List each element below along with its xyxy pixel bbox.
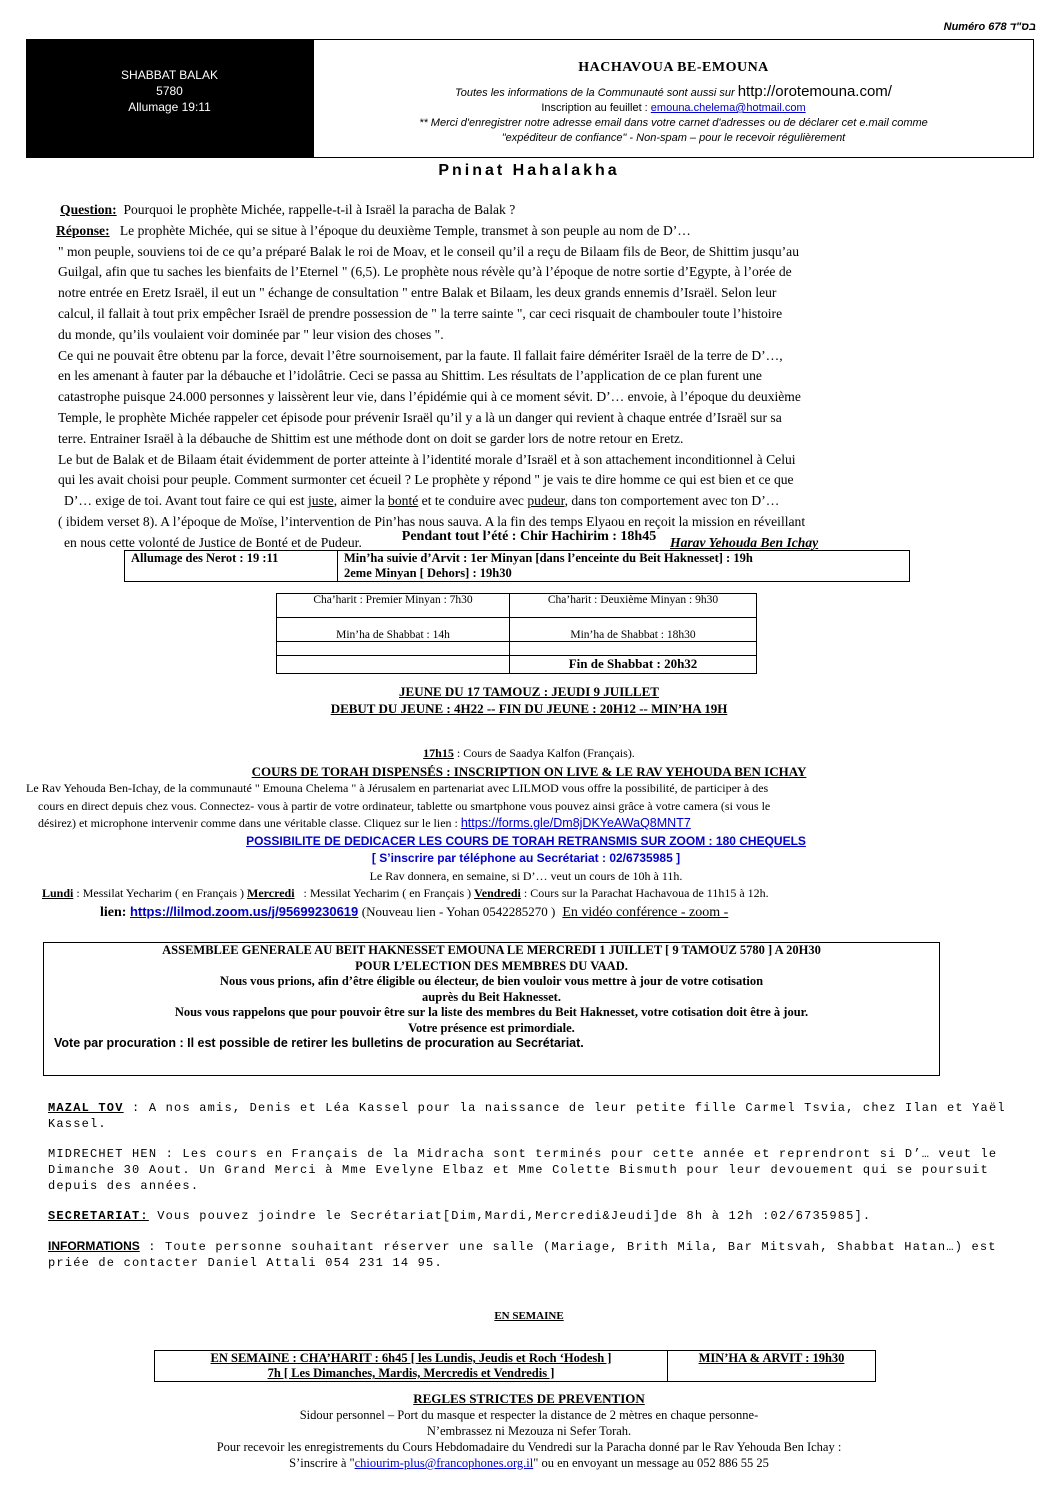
chaharit-cell — [155, 1351, 668, 1382]
email-link[interactable]: emouna.chelema@hotmail.com — [650, 102, 806, 114]
answer-text: calcul, il fallait à tout prix empêcher Israël de prendre possession de " la terre sainte ", car ceci risquait de chambouler toute l’histoire — [58, 305, 783, 321]
courses-title: COURS DE TORAH DISPENSÉS : INSCRIPTION ON LIVE & LE RAV YEHOUDA BEN ICHAY — [251, 764, 807, 779]
fast-times: DEBUT DU JEUNE : 4H22 -- FIN DU JEUNE : 20H12 -- MIN’HA 19H — [330, 701, 728, 716]
shabbat-name: SHABBAT BALAK — [121, 68, 218, 82]
dedicate-link[interactable]: POSSIBILITE DE DEDICACER LES COURS DE TORAH RETRANSMIS SUR ZOOM : 180 CHEQUELS — [246, 833, 806, 848]
emphasis-pudeur: pudeur — [527, 493, 565, 509]
courses-text — [38, 815, 1026, 833]
answer-text: Temple, le prophète Michée rappeler cet épisode pour prévenir Israël qu’il y a là un danger qui revient à chaque entrée d’Israël sur sa — [58, 409, 782, 425]
zoom-link[interactable]: https://lilmod.zoom.us/j/95699230619 — [129, 903, 359, 919]
answer-text: catastrophe puisque 24.000 personnes y laissèrent leur vie, dans l’épidémie qui à ce moment sévit. D’… envoie, à l’époque du deuxième — [58, 389, 801, 405]
signature: Harav Yehouda Ben Ichay — [670, 534, 819, 550]
phone-signup: [ S’inscrire par téléphone au Secrétariat : 02/6735985 ] — [371, 851, 681, 865]
info-text: : Toute personne souhaitant réserver une salle (Mariage, Brith Mila, Bar Mitsvah, Shabbat Hatan…) est priée de contacter Daniel Attali 054 231 14 95. — [48, 1240, 997, 1270]
summer-notice: Pendant tout l’été : Chir Hachirim : 18h45 — [401, 529, 657, 544]
signup-text: S’inscrire à " — [289, 1456, 355, 1470]
course-desc: : Cours de Saadya Kalfon (Français). — [456, 746, 635, 760]
chaharit-line-2: 7h [ Les Dimanches, Mardis, Mercredis et Vendredis ] — [267, 1366, 555, 1380]
weekday-heading: EN SEMAINE — [494, 1310, 564, 1322]
recordings-signup — [0, 1456, 1058, 1471]
assembly-box — [43, 942, 940, 1076]
link-label: lien: — [100, 904, 127, 920]
mazal-text: : A nos amis, Denis et Léa Kassel pour la naissance de leur petite fille Carmel Tsvia, chez Ilan et Yaël Kassel. — [48, 1101, 1006, 1131]
form-link[interactable]: https://forms.gle/Dm8jDKYeAWaQ8MNT7 — [460, 816, 691, 830]
zoom-line — [100, 903, 1026, 922]
header-box — [313, 39, 1034, 158]
course-desc: : Messilat Yecharim ( en Français ) — [303, 886, 472, 900]
zoom-note: (Nouveau lien - Yohan 0542285270 ) — [361, 903, 556, 919]
answer-line — [56, 221, 1010, 242]
shabbat-schedule-table — [276, 593, 757, 674]
course-desc: : Cours sur la Parachat Hachavoua de 11h15 à 12h. — [523, 886, 769, 900]
answer-text: en nous cette volonté de Justice de Bonté et de Pudeur. — [64, 534, 362, 550]
shabbat-cell: Min’ha de Shabbat : 14h — [277, 618, 510, 642]
courses-text: cours en direct depuis chez vous. Connectez- vous à partir de votre ordinateur, tablette ou smartphone vous pouvez ainsi grâce à votre camera (si vous le — [38, 798, 771, 813]
assembly-line: POUR L’ELECTION DES MEMBRES DU VAAD. — [355, 958, 628, 973]
weekly-courses — [42, 885, 1026, 903]
proxy-vote-line: Vote par procuration : Il est possible de retirer les bulletins de procuration au Secrétariat. — [54, 1036, 584, 1050]
courses-body — [26, 780, 1026, 921]
minha-line-2: 2eme Minyan [ Dehors] : 19h30 — [344, 566, 512, 580]
mazal-tov — [48, 1100, 1008, 1132]
answer-text: Le but de Balak et de Bilaam était évidemment de porter atteinte à l’identité morale d’Israël et à son attachement inconditionnel à Celui — [58, 451, 796, 467]
site-intro: Toutes les informations de la Communauté sont aussi sur — [455, 87, 735, 99]
answer-fragment: D’… exige de toi. Avant tout faire ce qui est — [64, 493, 305, 509]
recordings-line: Pour recevoir les enregistrements du Cours Hebdomadaire du Vendredi sur la Paracha donné par le Rav Yehouda Ben Ichay : — [216, 1440, 842, 1454]
answer-text — [64, 491, 1010, 512]
info-label: INFORMATIONS — [48, 1239, 140, 1253]
saadya-line — [0, 746, 1058, 761]
emphasis-juste: juste — [308, 493, 334, 509]
answer-text: ( ibidem verset 8). A l’époque de Moïse, l’intervention de Pin’has nous sauva. A la fin des temps Elyaou en reçoit la mission en réveillant — [58, 513, 806, 529]
answer-text: terre. Entrainer Israël à la débauche de Shittim est une méthode dont on doit se garder lors de notre retour en Eretz. — [58, 430, 684, 446]
minha-cell — [338, 551, 910, 582]
shabbat-cell — [277, 642, 510, 656]
answer-fragment: et te conduire avec — [421, 493, 524, 509]
note-line-2: "expéditeur de confiance" - Non-spam – pour le recevoir régulièrement — [501, 132, 846, 144]
shabbat-cell — [277, 656, 510, 674]
note-line-1: ** Merci d'enregistrer notre adresse email dans votre carnet d'adresses ou de déclarer cet e.mail comme — [419, 117, 928, 129]
minha-arvit-cell: MIN’HA & ARVIT : 19h30 — [668, 1351, 876, 1382]
shabbat-cell: Cha’harit : Deuxième Minyan : 9h30 — [510, 594, 757, 618]
mazal-label: MAZAL TOV — [48, 1101, 124, 1115]
candle-lighting: Allumage 19:11 — [128, 100, 211, 114]
minha-line-1: Min’ha suivie d’Arvit : 1er Minyan [dans l’enceinte du Beit Haknesset] : 19h — [344, 551, 753, 565]
answer-text: Guilgal, afin que tu saches les bienfaits de l’Eternel " (6,5). Le prophète nous révèle qu’à l’époque de notre sortie d’Egypte, à l’orée de — [58, 264, 792, 280]
answer-text: en les amenant à fauter par la débauche et l’idolâtrie. Ceci se passa au Shittim. Les résultats de l’application de ce plan furent une — [58, 368, 762, 384]
chiourim-email-link[interactable]: chiourim-plus@francophones.org.il — [354, 1456, 534, 1470]
prevention-line: Sidour personnel – Port du masque et respecter la distance de 2 mètres en chaque personne- — [299, 1408, 759, 1422]
signup-text: " ou en envoyant un message au 052 886 55 25 — [533, 1456, 769, 1470]
assembly-line: ASSEMBLEE GENERALE AU BEIT HAKNESSET EMOUNA LE MERCREDI 1 JUILLET [ 9 TAMOUZ 5780 ] A 20H30 — [162, 943, 821, 957]
shabbat-box — [26, 39, 313, 158]
allumage-cell: Allumage des Nerot : 19 :11 — [125, 551, 338, 582]
issue-number: Numéro 678 בס"ד — [943, 21, 1036, 33]
video-label: En vidéo conférence - zoom - — [562, 904, 729, 920]
answer-fragment: , dans ton comportement avec ton D’… — [564, 493, 780, 509]
chaharit-line-1: EN SEMAINE : CHA’HARIT : 6h45 [ les Lundis, Jeudis et Roch ‘Hodesh ] — [210, 1351, 612, 1365]
answer-text: notre entrée en Eretz Israël, il eut un " échange de consultation " entre Balak et Bilaam, les deux grands ennemis d’Israël. Selon leur — [58, 285, 777, 301]
question-text: Pourquoi le prophète Michée, rappelle-t-il à Israël la paracha de Balak ? — [123, 202, 516, 217]
newsletter-title: HACHAVOUA BE-EMOUNA — [578, 60, 769, 75]
notices — [48, 1100, 1008, 1285]
prevention-line: N’embrassez ni Mezouza ni Sefer Torah. — [426, 1424, 632, 1438]
question-label: Question: — [60, 202, 117, 217]
inscription-line — [314, 101, 1033, 116]
year: 5780 — [156, 84, 183, 98]
end-of-shabbat: Fin de Shabbat : 20h32 — [510, 656, 757, 674]
shabbat-cell — [510, 642, 757, 656]
assembly-line: Votre présence est primordiale. — [408, 1020, 575, 1035]
day-wednesday: Mercredi — [247, 886, 295, 900]
day-friday: Vendredi — [474, 886, 521, 900]
shabbat-cell: Min’ha de Shabbat : 18h30 — [510, 618, 757, 642]
answer-text: du monde, qu’ils voulaient voir dominée par " leur vision des choses ". — [58, 326, 444, 342]
secretariat-label: SECRETARIAT: — [48, 1209, 149, 1223]
answer-text: Ce qui ne pouvait être obtenu par la force, devait l’être sournoisement, par la faute. Il fallait faire démériter Israël de la terre de D’…, — [58, 347, 783, 363]
course-time: 17h15 — [423, 746, 454, 760]
weekday-table — [154, 1350, 876, 1382]
secretariat-text: Vous pouvez joindre le Secrétariat[Dim,Mardi,Mercredi&Jeudi]de 8h à 12h :02/6735985]. — [157, 1209, 872, 1223]
answer-text: " mon peuple, souviens toi de ce qu’a préparé Balak le roi de Moav, et le conseil qu’il a reçu de Bilaam fils de Beor, de Shittim jusqu’au — [58, 243, 799, 259]
answer-fragment: , aimer la — [333, 493, 385, 509]
courses-text: Le Rav Yehouda Ben-Ichay, de la communauté " Emouna Chelema " à Jérusalem en partenariat avec LILMOD vous offre la possibilité, de participer à des — [26, 781, 769, 795]
answer-text: Le prophète Michée, qui se situe à l’époque du deuxième Temple, transmet à son peuple au nom de D’… — [119, 222, 691, 238]
answer-label: Réponse: — [56, 222, 110, 238]
midrechet-hen: MIDRECHET HEN : Les cours en Français de la Midracha sont terminés pour cette année et reprendront si D’… veut le Dimanche 30 Aout. Un Grand Merci à Mme Evelyne Elbaz et Mme Colette Bismuth pour leur devouement qui se poursuit depuis des années. — [48, 1147, 998, 1193]
fast-title: JEUNE DU 17 TAMOUZ : JEUDI 9 JUILLET — [399, 684, 659, 699]
prevention-title: REGLES STRICTES DE PREVENTION — [413, 1391, 645, 1406]
course-desc: : Messilat Yecharim ( en Français ) — [76, 886, 244, 900]
assembly-line: Nous vous prions, afin d’être éligible ou électeur, de bien vouloir vous mettre à jour de votre cotisation — [219, 974, 764, 988]
site-line — [314, 84, 1033, 101]
assembly-line: Nous vous rappelons que pour pouvoir être sur la liste des membres du Beit Haknesset, votre cotisation doit être à jour. — [174, 1005, 809, 1019]
assembly-line: auprès du Beit Haknesset. — [422, 989, 561, 1004]
section-title: Pninat Hahalakha — [438, 162, 620, 179]
week-course: Le Rav donnera, en semaine, si D’… veut un cours de 10h à 11h. — [369, 868, 683, 883]
day-monday: Lundi — [42, 886, 74, 900]
inscription-label: Inscription au feuillet : — [541, 102, 648, 114]
halakha-body — [56, 200, 1010, 554]
answer-text: qui les avait choisi pour peuple. Comment surmonter cet écueil ? Le prophète y répond " je vais te dire homme ce qui est bien et ce que — [58, 472, 794, 488]
secretariat — [48, 1208, 1008, 1224]
informations — [48, 1238, 1008, 1271]
question-line — [60, 200, 1010, 221]
emphasis-bonte: bonté — [388, 493, 419, 509]
courses-text-part: désirez) et microphone intervenir comme dans une véritable classe. Cliquez sur le lien : — [38, 816, 458, 830]
site-url[interactable]: http://orotemouna.com/ — [737, 83, 892, 100]
shabbat-cell: Cha’harit : Premier Minyan : 7h30 — [277, 594, 510, 618]
friday-schedule-table — [124, 550, 910, 582]
